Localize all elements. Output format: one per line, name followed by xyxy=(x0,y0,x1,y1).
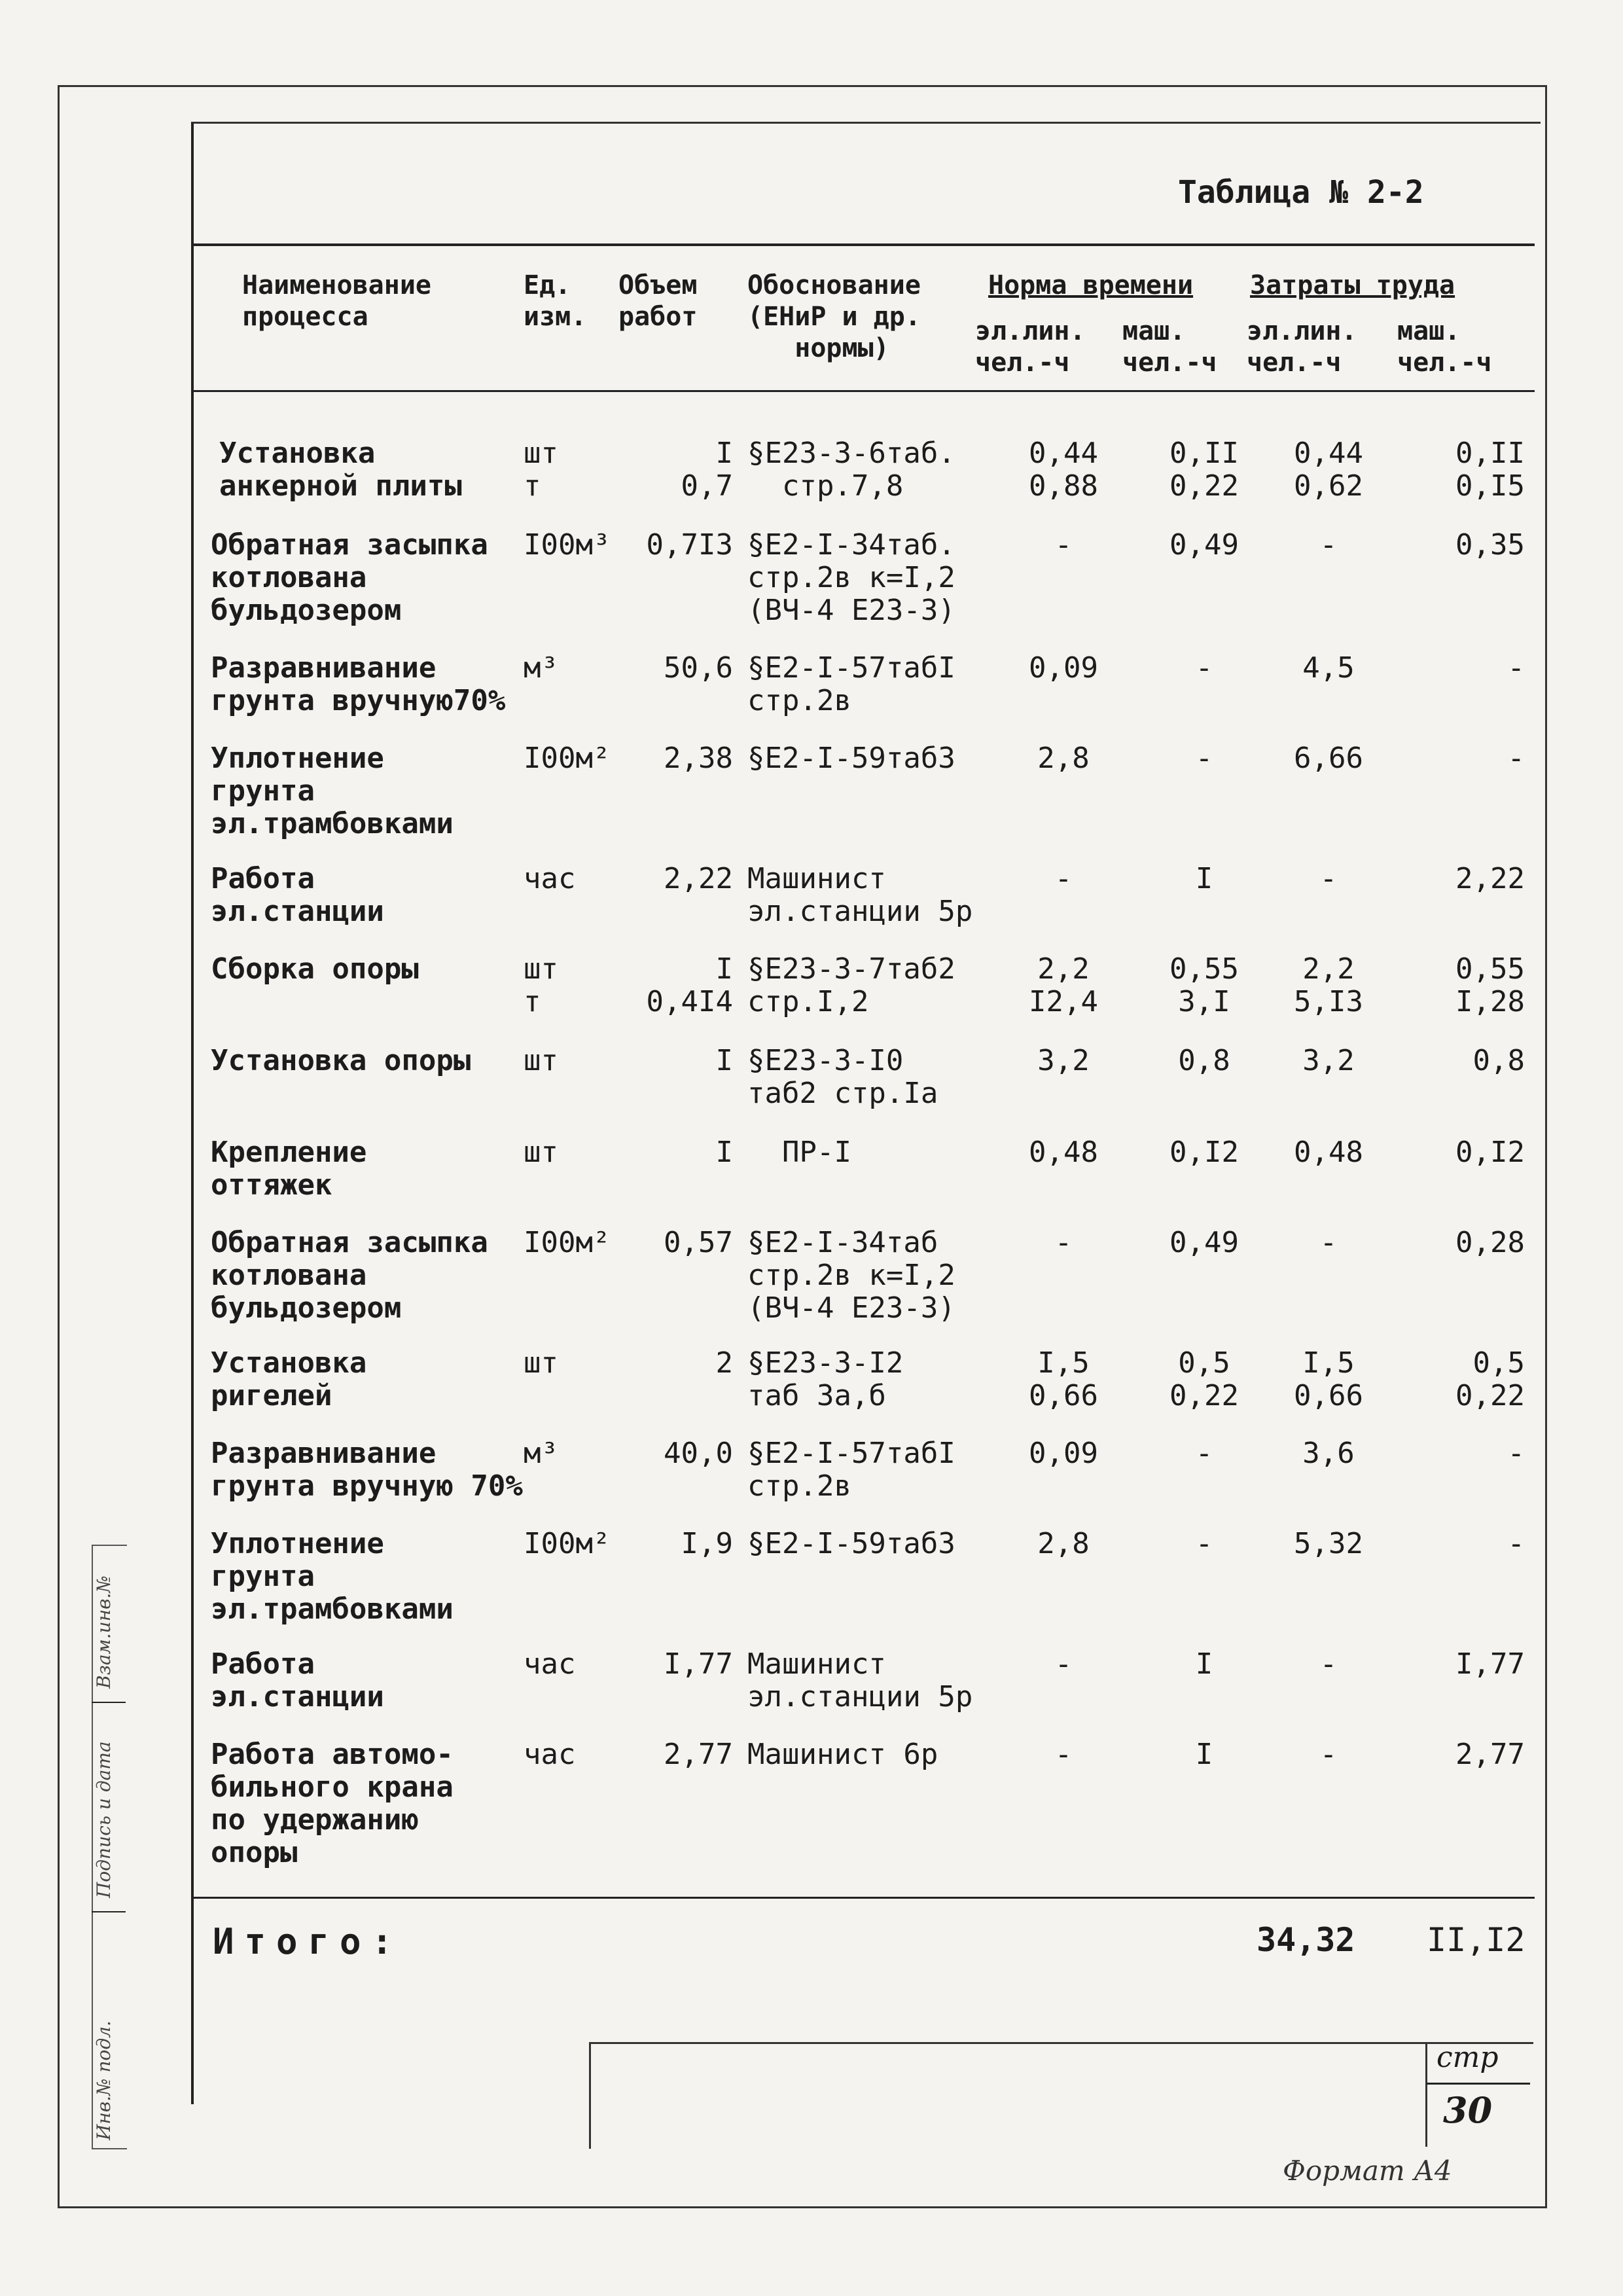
row-unit: I00м² xyxy=(524,1527,611,1560)
strip-divider xyxy=(92,1911,126,1912)
row-basis: ПР-I xyxy=(747,1136,851,1169)
row-process-name: Установка опоры xyxy=(211,1044,471,1077)
row-process-name: Обратная засыпка котлована бульдозером xyxy=(211,528,488,627)
row-process-name: Сборка опоры xyxy=(211,952,419,986)
row-unit: час xyxy=(524,1647,576,1681)
row-basis: §Е2-I-57табI стр.2в xyxy=(747,1437,955,1503)
row-norm-el: 0,44 0,88 xyxy=(1029,437,1098,503)
row-basis: §Е2-I-59таб3 xyxy=(747,1527,955,1560)
row-labor-el: - xyxy=(1319,862,1338,895)
row-norm-mash: I xyxy=(1195,1647,1213,1681)
row-volume: I,77 xyxy=(664,1647,733,1681)
row-norm-mash: - xyxy=(1195,1527,1213,1560)
row-norm-el: I,5 0,66 xyxy=(1029,1346,1098,1412)
row-unit: м³ xyxy=(524,651,558,685)
row-labor-el: 3,2 xyxy=(1302,1044,1355,1077)
row-norm-el: - xyxy=(1054,1226,1073,1259)
row-norm-mash: I xyxy=(1195,862,1213,895)
row-norm-mash: 0,8 xyxy=(1178,1044,1230,1077)
row-labor-mash: - xyxy=(1507,1527,1525,1560)
row-process-name: Уплотнение грунта эл.трамбовками xyxy=(211,1527,454,1626)
row-norm-el: 2,8 xyxy=(1037,742,1090,775)
row-labor-el: 2,2 5,I3 xyxy=(1294,952,1363,1018)
row-process-name: Обратная засыпка котлована бульдозером xyxy=(211,1226,488,1325)
row-norm-el: 2,8 xyxy=(1037,1527,1090,1560)
row-unit: I00м² xyxy=(524,742,611,775)
row-labor-mash: 2,22 xyxy=(1455,862,1525,895)
page-number: 30 xyxy=(1443,2089,1493,2131)
format-note: Формат А4 xyxy=(1283,2155,1452,2187)
row-labor-el: - xyxy=(1319,1738,1338,1771)
strip-divider xyxy=(92,1702,126,1703)
row-unit: шт т xyxy=(524,437,558,503)
row-norm-el: - xyxy=(1054,1647,1073,1681)
row-labor-el: 3,6 xyxy=(1302,1437,1355,1470)
row-labor-mash: 0,I2 xyxy=(1455,1136,1525,1169)
row-basis: §Е23-3-I2 таб 3а,б xyxy=(747,1346,904,1412)
row-norm-mash: - xyxy=(1195,1437,1213,1470)
row-norm-el: - xyxy=(1054,862,1073,895)
row-unit: м³ xyxy=(524,1437,558,1470)
row-volume: 2 xyxy=(715,1346,733,1380)
title-block xyxy=(589,2042,1533,2149)
row-process-name: Установка анкерной плиты xyxy=(219,437,462,503)
row-process-name: Разравнивание грунта вручную70% xyxy=(211,651,506,717)
row-norm-mash: 0,I2 xyxy=(1169,1136,1239,1169)
row-norm-mash: - xyxy=(1195,651,1213,685)
header-labor-mash: маш. чел.-ч xyxy=(1397,316,1492,378)
row-volume: I xyxy=(715,1044,733,1077)
row-labor-mash: - xyxy=(1507,651,1525,685)
row-norm-el: - xyxy=(1054,1738,1073,1771)
row-unit: шт xyxy=(524,1346,558,1380)
row-process-name: Работа эл.станции xyxy=(211,1647,384,1713)
header-name: Наименование процесса xyxy=(242,270,431,332)
row-labor-mash: 0,28 xyxy=(1455,1226,1525,1259)
row-unit: час xyxy=(524,862,576,895)
header-basis: Обоснование (ЕНиР и др. нормы) xyxy=(747,270,921,363)
row-volume: I xyxy=(715,1136,733,1169)
row-labor-el: 5,32 xyxy=(1294,1527,1363,1560)
row-labor-el: - xyxy=(1319,1226,1338,1259)
row-labor-mash: 0,8 xyxy=(1472,1044,1525,1077)
row-unit: I00м³ xyxy=(524,528,611,562)
row-norm-mash: 0,II 0,22 xyxy=(1169,437,1239,503)
row-process-name: Работа эл.станции xyxy=(211,862,384,928)
row-basis: Машинист эл.станции 5р xyxy=(747,1647,973,1713)
row-basis: §Е23-3-I0 таб2 стр.Iа xyxy=(747,1044,938,1110)
row-basis: §Е2-I-57табI стр.2в xyxy=(747,651,955,717)
header-norm-group: Норма времени xyxy=(988,270,1194,300)
row-volume: I,9 xyxy=(681,1527,733,1560)
row-labor-mash: I,77 xyxy=(1455,1647,1525,1681)
row-labor-mash: 0,5 0,22 xyxy=(1455,1346,1525,1412)
row-volume: I 0,7 xyxy=(681,437,733,503)
row-process-name: Разравнивание грунта вручную 70% xyxy=(211,1437,523,1503)
row-unit: I00м² xyxy=(524,1226,611,1259)
row-volume: 2,77 xyxy=(664,1738,733,1771)
total-labor-mash: II,I2 xyxy=(1427,1921,1525,1959)
row-basis: Машинист эл.станции 5р xyxy=(747,862,973,928)
row-labor-el: - xyxy=(1319,528,1338,562)
row-norm-mash: I xyxy=(1195,1738,1213,1771)
row-basis: §Е2-I-34таб. стр.2в к=I,2 (ВЧ-4 Е23-3) xyxy=(747,528,955,627)
header-top-rule xyxy=(193,243,1535,246)
row-norm-mash: 0,49 xyxy=(1169,1226,1239,1259)
side-label-inv: Инв.№ подл. xyxy=(93,2020,115,2140)
row-labor-mash: 0,35 xyxy=(1455,528,1525,562)
row-norm-el: 0,48 xyxy=(1029,1136,1098,1169)
row-unit: шт xyxy=(524,1044,558,1077)
page-label: стр xyxy=(1436,2041,1499,2074)
row-process-name: Крепление оттяжек xyxy=(211,1136,367,1202)
total-label: Итого: xyxy=(213,1921,404,1962)
row-labor-el: I,5 0,66 xyxy=(1294,1346,1363,1412)
row-basis: Машинист 6р xyxy=(747,1738,938,1771)
table-title: Таблица № 2-2 xyxy=(1178,174,1424,211)
row-unit: шт xyxy=(524,1136,558,1169)
header-bottom-rule xyxy=(193,390,1535,392)
row-process-name: Уплотнение грунта эл.трамбовками xyxy=(211,742,454,840)
row-labor-mash: - xyxy=(1507,742,1525,775)
row-norm-mash: 0,5 0,22 xyxy=(1169,1346,1239,1412)
row-norm-el: 0,09 xyxy=(1029,651,1098,685)
header-norm-mash: маш. чел.-ч xyxy=(1122,316,1217,378)
side-label-replace: Взам.инв.№ xyxy=(93,1575,115,1689)
page-box-divider xyxy=(1427,2083,1530,2085)
header-unit: Ед. изм. xyxy=(524,270,587,332)
row-labor-el: - xyxy=(1319,1647,1338,1681)
row-norm-mash: 0,49 xyxy=(1169,528,1239,562)
row-process-name: Установка ригелей xyxy=(211,1346,367,1412)
side-label-sign: Подпись и дата xyxy=(93,1741,115,1898)
row-norm-mash: 0,55 3,I xyxy=(1169,952,1239,1018)
row-labor-el: 4,5 xyxy=(1302,651,1355,685)
row-norm-el: - xyxy=(1054,528,1073,562)
row-norm-el: 0,09 xyxy=(1029,1437,1098,1470)
row-volume: 2,22 xyxy=(664,862,733,895)
row-labor-el: 0,48 xyxy=(1294,1136,1363,1169)
row-basis: §Е23-3-7таб2 стр.I,2 xyxy=(747,952,955,1018)
row-volume: 40,0 xyxy=(664,1437,733,1470)
row-volume: 50,6 xyxy=(664,651,733,685)
header-labor-el: эл.лин. чел.-ч xyxy=(1247,316,1357,378)
row-basis: §Е2-I-59таб3 xyxy=(747,742,955,775)
row-volume: 0,57 xyxy=(664,1226,733,1259)
row-unit: час xyxy=(524,1738,576,1771)
row-volume: 2,38 xyxy=(664,742,733,775)
row-labor-el: 6,66 xyxy=(1294,742,1363,775)
row-norm-el: 3,2 xyxy=(1037,1044,1090,1077)
header-labor-group: Затраты труда xyxy=(1250,270,1455,300)
row-labor-mash: - xyxy=(1507,1437,1525,1470)
header-volume: Объем работ xyxy=(618,270,698,332)
row-basis: §Е23-3-6таб. стр.7,8 xyxy=(747,437,955,503)
row-labor-el: 0,44 0,62 xyxy=(1294,437,1363,503)
row-labor-mash: 0,55 I,28 xyxy=(1455,952,1525,1018)
row-volume: 0,7I3 xyxy=(646,528,733,562)
row-norm-el: 2,2 I2,4 xyxy=(1029,952,1098,1018)
row-labor-mash: 2,77 xyxy=(1455,1738,1525,1771)
total-rule xyxy=(193,1897,1535,1899)
row-unit: шт т xyxy=(524,952,558,1018)
row-process-name: Работа автомо- бильного крана по удержанию опоры xyxy=(211,1738,454,1869)
total-labor-el: 34,32 xyxy=(1257,1921,1355,1959)
row-basis: §Е2-I-34таб стр.2в к=I,2 (ВЧ-4 Е23-3) xyxy=(747,1226,955,1325)
header-norm-el: эл.лин. чел.-ч xyxy=(975,316,1086,378)
row-labor-mash: 0,II 0,I5 xyxy=(1455,437,1525,503)
row-norm-mash: - xyxy=(1195,742,1213,775)
row-volume: I 0,4I4 xyxy=(646,952,733,1018)
